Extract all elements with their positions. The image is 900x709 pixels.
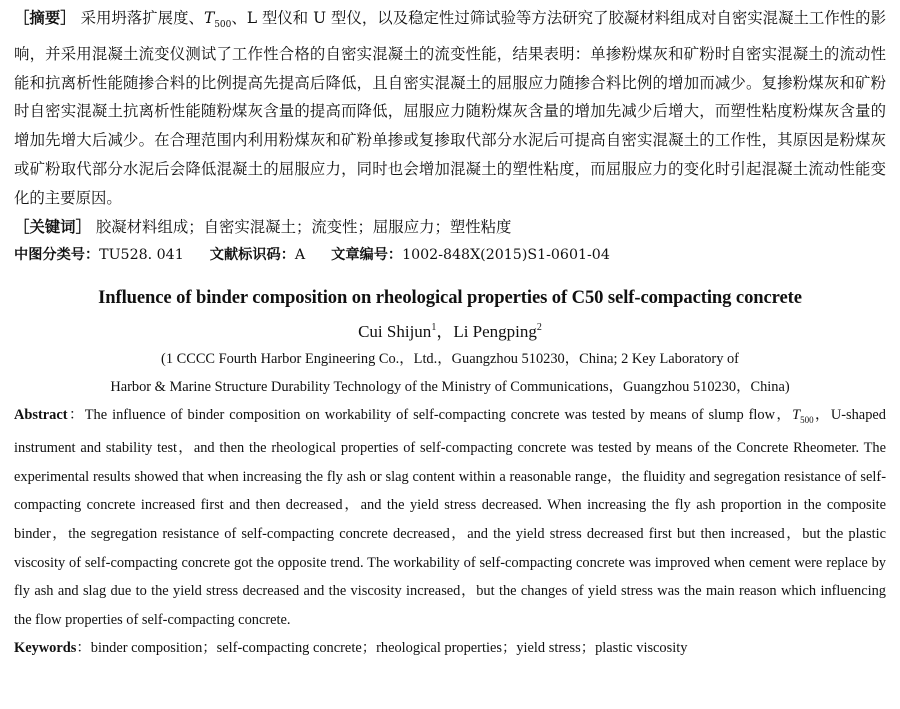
article-number: 文章编号：1002-848X(2015)S1-0601-04 xyxy=(331,246,610,263)
english-abstract: Abstract：The influence of binder composition on workability of self-compacting concrete was tested by means of slump flow，$T_{500}$，U-shaped instrument and stability test，and then the rheological properties of self-compacting concrete was tested by means of the Concrete Rheometer. The experimental results showed that when increasing the fly ash or slag content within a reasonable range，the fluidity and segregation resistance of self-compacting concrete increased first and then decreased，and the yield stress decreased. When increasing the fly ash proportion in the composite binder，the segregation resistance of self-compacting concrete decreased，and the yield stress decreased first but then increased，but the plastic viscosity of self-compacting concrete got the opposite trend. The workability of self-compacting concrete was improved when cement were replace by fly ash and slag due to the yield stress decreased and the viscosity increased，but the changes of yield stress was the main reason which influencing the flow properties of self-compacting concrete. xyxy=(14,406,886,628)
english-title: Influence of binder composition on rheological properties of C50 self-compacting concrete xyxy=(98,286,802,308)
t500-symbol-en: $T_{500}$ xyxy=(792,406,814,425)
classification-line xyxy=(14,241,886,269)
english-abstract-text-1: The influence of binder composition on workability of self-compacting concrete was tested by means of slump flow， xyxy=(84,406,793,423)
document-code: 文献标识码：A xyxy=(209,246,306,263)
chinese-keywords-text: 胶凝材料组成；自密实混凝土；流变性；屈服应力；塑性粘度 xyxy=(95,217,512,236)
chinese-abstract-label: ［摘要］ xyxy=(14,9,76,27)
english-keywords-text: binder composition；self-compacting concrete；rheological properties；yield stress；plastic viscosity xyxy=(90,640,688,657)
chinese-abstract-text-1: 采用坍落扩展度、 xyxy=(80,9,204,27)
chinese-abstract xyxy=(14,4,886,213)
english-keywords: Keywords：binder composition；self-compacting concrete；rheological properties；yield stress；plastic viscosity xyxy=(14,640,688,657)
english-abstract-text-2: ，U-shaped instrument and stability test，and then the rheological properties of self-compacting concrete was tested by means of the Concrete Rheometer. The experimental results showed that when increasing the fly ash or slag content within a reasonable range，the fluidity and segregation resistance of self-compacting concrete increased first and then decreased，and the yield stress decreased. When increasing the fly ash proportion in the composite binder，the segregation resistance of self-compacting concrete decreased，and the yield stress decreased first but then increased，but the plastic viscosity of self-compacting concrete got the opposite trend. The workability of self-compacting concrete was improved when cement were replace by fly ash and slag due to the yield stress decreased and the viscosity increased，but the changes of yield stress was the main reason which influencing the flow properties of self-compacting concrete. xyxy=(14,406,886,628)
chinese-keywords xyxy=(14,213,886,241)
author-li: Li Pengping xyxy=(453,321,537,341)
authors: Cui Shijun$^1$，Li Pengping$^2$ xyxy=(358,321,542,341)
author-cui: Cui Shijun xyxy=(358,321,432,341)
english-keywords-label: Keywords xyxy=(14,640,77,657)
affiliation-line-1: (1 CCCC Fourth Harbor Engineering Co.，Ltd.，Guangzhou 510230，China; 2 Key Laboratory of xyxy=(161,350,739,367)
t500-symbol-zh: $T_{500}$ xyxy=(203,9,232,31)
affiliation-line-2: Harbor & Marine Structure Durability Technology of the Ministry of Communications，Guangzhou 510230，China) xyxy=(110,378,790,395)
chinese-abstract-text-2: 、L 型仪和 U 型仪，以及稳定性过筛试验等方法研究了胶凝材料组成对自密实混凝土工作性的影响，并采用混凝土流变仪测试了工作性合格的自密实混凝土的流变性能，结果表明：单掺粉煤灰和矿粉时自密实混凝土的流动性能和抗离析性能随掺合料的比例提高先提高后降低，且自密实混凝土的屈服应力随掺合料比例的增加而减少。复掺粉煤灰和矿粉时自密实混凝土抗离析性能随粉煤灰含量的提高而降低，屈服应力随粉煤灰含量的增加先减少后增大，而塑性粘度粉煤灰含量的增加先增大后减少。在合理范围内利用粉煤灰和矿粉单掺或复掺取代部分水泥后可提高自密实混凝土的工作性，其原因是粉煤灰或矿粉取代部分水泥后会降低混凝土的屈服应力，同时也会增加混凝土的塑性粘度，而屈服应力的变化时引起混凝土流动性能变化的主要原因。 xyxy=(14,9,886,207)
english-abstract-label: Abstract xyxy=(14,406,68,423)
chinese-keywords-label: ［关键词］ xyxy=(14,217,91,236)
clc-number: 中图分类号：TU528. 041 xyxy=(14,246,184,263)
